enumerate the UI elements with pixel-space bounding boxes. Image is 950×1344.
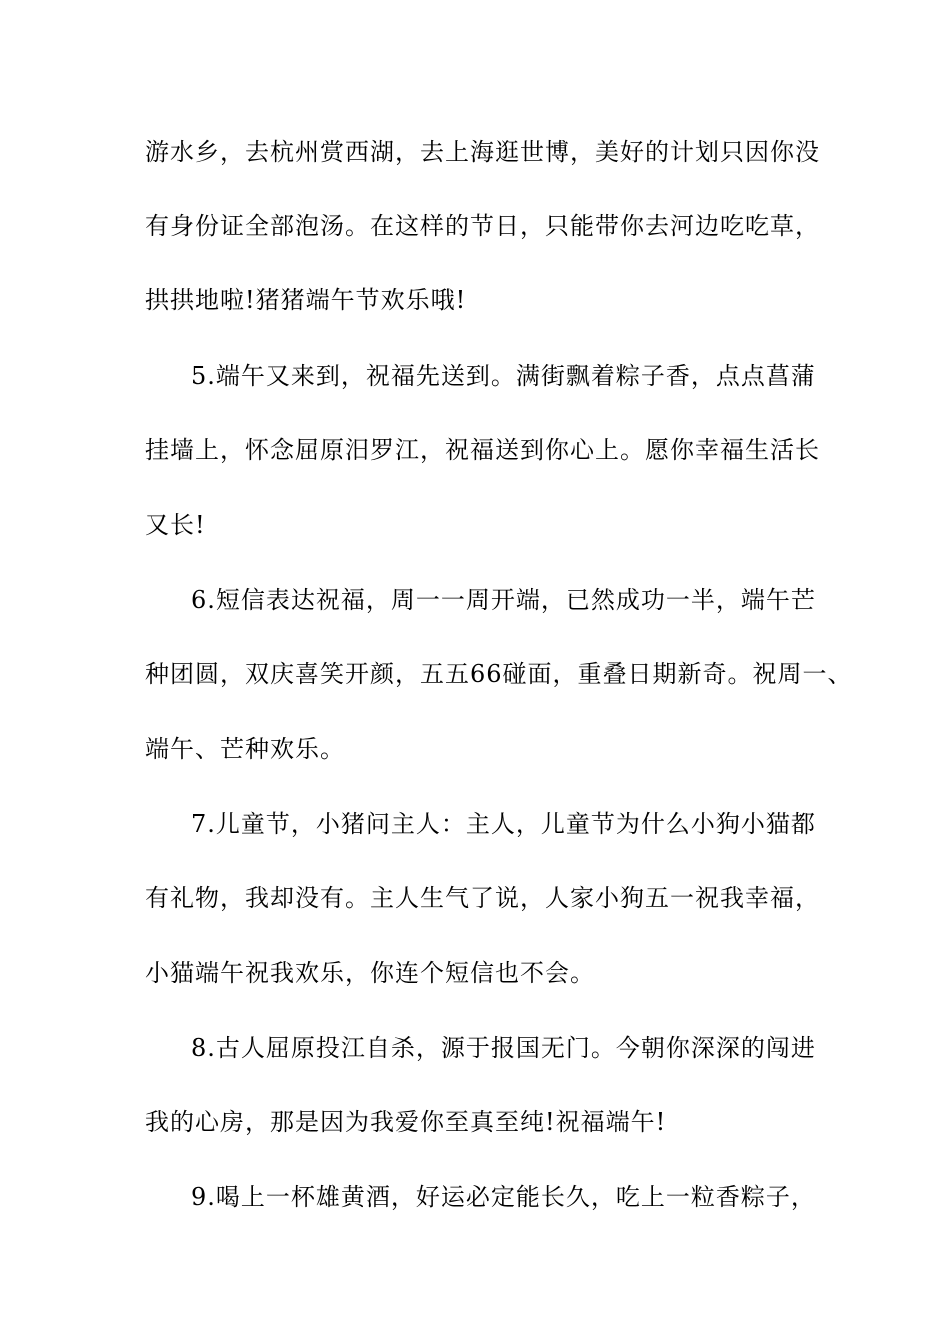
text-line: 种团圆，双庆喜笑开颜，五五66碰面，重叠日期新奇。祝周一、 <box>145 660 853 688</box>
text-line: 端午、芒种欢乐。 <box>145 735 345 763</box>
text-line: 小猫端午祝我欢乐，你连个短信也不会。 <box>145 959 595 987</box>
text-line: 游水乡，去杭州赏西湖，去上海逛世博，美好的计划只因你没 <box>145 138 820 166</box>
text-line: 拱拱地啦!猪猪端午节欢乐哦! <box>145 286 467 314</box>
text-line: 有礼物，我却没有。主人生气了说，人家小狗五一祝我幸福， <box>145 884 820 912</box>
text-line: 我的心房，那是因为我爱你至真至纯!祝福端午! <box>145 1108 667 1136</box>
list-item-7-line: 7.儿童节，小猪问主人：主人，儿童节为什么小狗小猫都 <box>191 810 816 838</box>
text-line: 有身份证全部泡汤。在这样的节日，只能带你去河边吃吃草， <box>145 212 820 240</box>
text-line: 挂墙上，怀念屈原汨罗江，祝福送到你心上。愿你幸福生活长 <box>145 436 820 464</box>
list-item-8-line: 8.古人屈原投江自杀，源于报国无门。今朝你深深的闯进 <box>191 1034 816 1062</box>
list-item-5-line: 5.端午又来到，祝福先送到。满街飘着粽子香，点点菖蒲 <box>191 362 816 390</box>
list-item-6-line: 6.短信表达祝福，周一一周开端，已然成功一半，端午芒 <box>191 586 816 614</box>
text-line: 又长! <box>145 511 206 539</box>
list-item-9-line: 9.喝上一杯雄黄酒，好运必定能长久，吃上一粒香粽子， <box>191 1183 816 1211</box>
